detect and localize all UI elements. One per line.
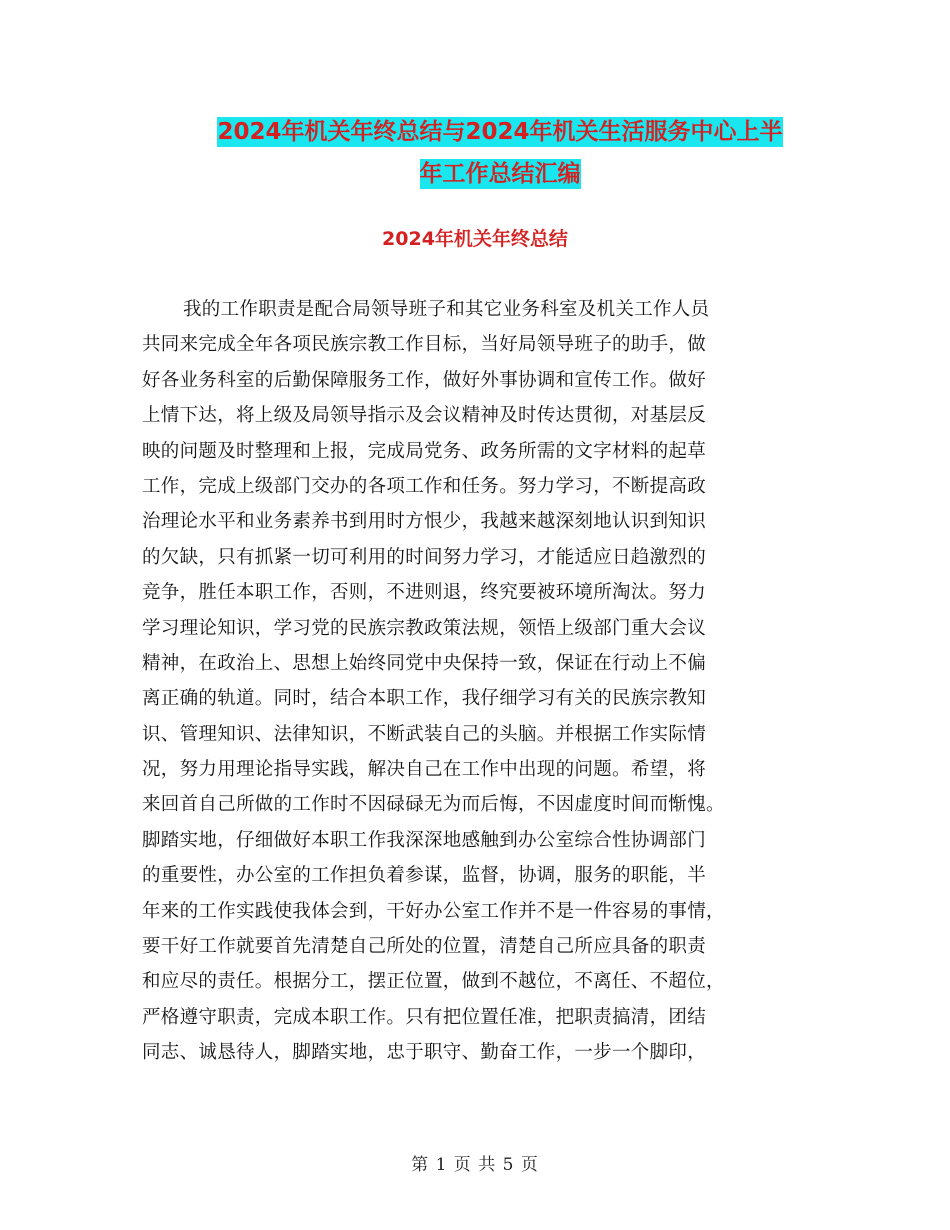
paragraph-line: 要干好工作就要首先清楚自己所处的位置，清楚自己所应具备的职责	[142, 936, 707, 958]
paragraph-line: 上情下达，将上级及局领导指示及会议精神及时传达贯彻，对基层反	[142, 405, 707, 427]
document-title-line-1	[120, 110, 880, 154]
paragraph-line: 脚踏实地，仔细做好本职工作我深深地感触到办公室综合性协调部门	[142, 829, 707, 851]
paragraph-line: 的重要性，办公室的工作担负着参谋，监督，协调，服务的职能，半	[142, 865, 707, 887]
paragraph-line: 和应尽的责任。根据分工，摆正位置，做到不越位，不离任、不超位，	[142, 971, 725, 993]
paragraph-line: 来回首自己所做的工作时不因碌碌无为而后悔，不因虚度时间而惭愧。	[142, 794, 725, 816]
paragraph-line: 况，努力用理论指导实践，解决自己在工作中出现的问题。希望，将	[142, 759, 707, 781]
paragraph-line: 映的问题及时整理和上报，完成局党务、政务所需的文字材料的起草	[142, 440, 707, 462]
paragraph-line: 学习理论知识，学习党的民族宗教政策法规，领悟上级部门重大会议	[142, 617, 707, 639]
paragraph-line: 的欠缺，只有抓紧一切可利用的时间努力学习，才能适应日趋激烈的	[142, 546, 707, 568]
paragraph-line: 精神，在政治上、思想上始终同党中央保持一致，保证在行动上不偏	[142, 652, 707, 674]
paragraph-line: 竞争，胜任本职工作，否则，不进则退，终究要被环境所淘汰。努力	[142, 582, 707, 604]
paragraph-line: 离正确的轨道。同时，结合本职工作，我仔细学习有关的民族宗教知	[142, 688, 707, 710]
paragraph-line: 工作，完成上级部门交办的各项工作和任务。努力学习，不断提高政	[142, 475, 707, 497]
body-paragraph	[142, 292, 810, 1071]
title-highlight: 2024年机关年终总结与2024年机关生活服务中心上半	[217, 119, 783, 145]
paragraph-line: 严格遵守职责，完成本职工作。只有把位置任准，把职责搞清，团结	[142, 1006, 707, 1028]
page-footer: 第 1 页 共 5 页	[411, 1155, 539, 1175]
paragraph-line: 识、管理知识、法律知识，不断武装自己的头脑。并根据工作实际情	[142, 723, 707, 745]
paragraph-line: 治理论水平和业务素养书到用时方恨少，我越来越深刻地认识到知识	[142, 511, 707, 533]
paragraph-line: 年来的工作实践使我体会到，干好办公室工作并不是一件容易的事情，	[142, 900, 725, 922]
paragraph-line: 同志、诚恳待人，脚踏实地，忠于职守、勤奋工作，一步一个脚印，	[142, 1042, 707, 1064]
paragraph-line: 共同来完成全年各项民族宗教工作目标，当好局领导班子的助手，做	[142, 334, 707, 356]
title-highlight: 年工作总结汇编	[419, 161, 581, 187]
section-title: 2024年机关年终总结	[382, 228, 568, 250]
document-title-line-2	[120, 152, 880, 196]
paragraph-line: 我的工作职责是配合局领导班子和其它业务科室及机关工作人员	[183, 299, 710, 320]
paragraph-line: 好各业务科室的后勤保障服务工作，做好外事协调和宣传工作。做好	[142, 369, 707, 391]
